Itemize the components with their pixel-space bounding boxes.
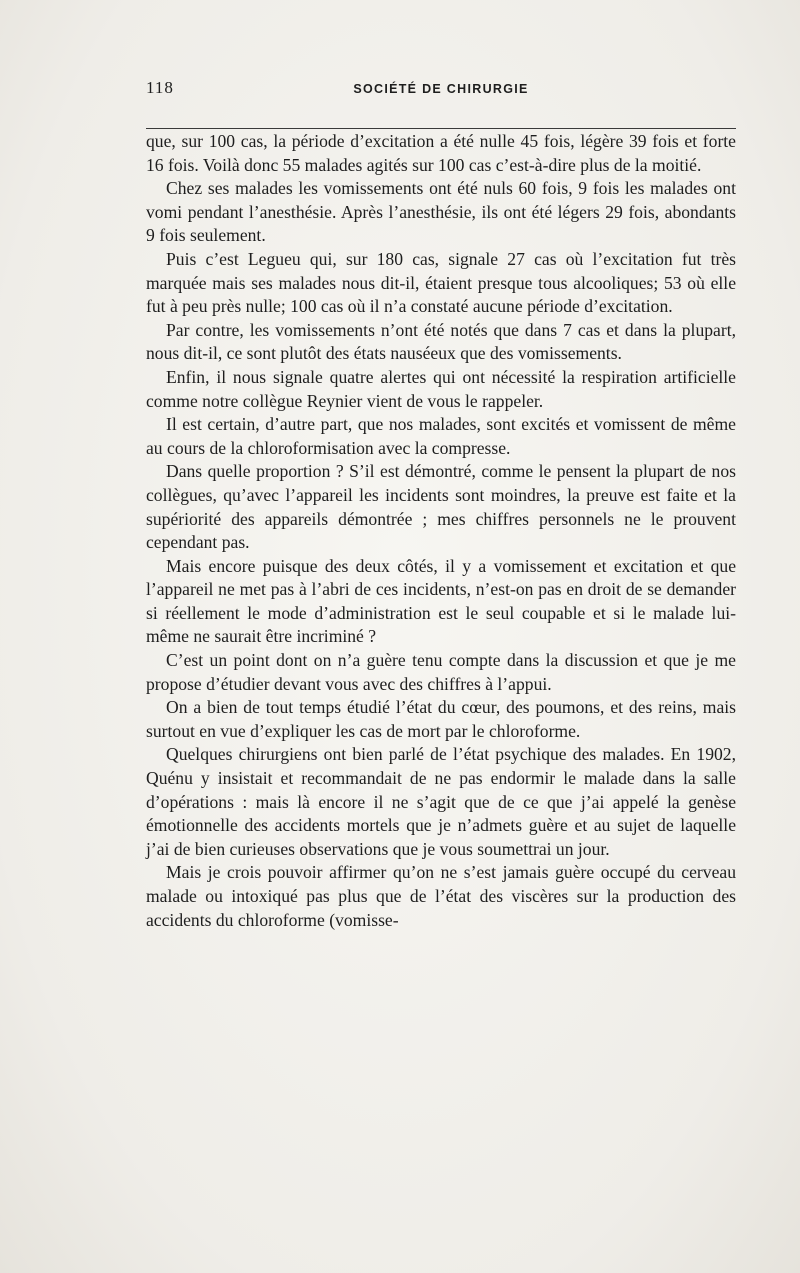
running-title: SOCIÉTÉ DE CHIRURGIE xyxy=(353,82,529,96)
paragraph: Il est certain, d’autre part, que nos malades, sont excités et vomissent de même au cours de la chloroformisation avec la compresse. xyxy=(146,414,736,458)
page-number: 118 xyxy=(146,78,174,97)
paragraph: Chez ses malades les vomissements ont été nuls 60 fois, 9 fois les malades ont vomi pendant l’anesthésie. Après l’anesthésie, ils ont été légers 29 fois, abondants 9 fois seulement. xyxy=(146,178,736,246)
paragraph: Quelques chirurgiens ont bien parlé de l’état psychique des malades. En 1902, Quénu y insistait et recommandait de ne pas endormir le malade dans la salle d’opérations : mais là encore il ne s’agit que de ce que j’ai appelé la genèse émotionnelle des accidents mortels que je n’admets guère et au sujet de laquelle j’ai de bien curieuses observations que je vous soumettrai un jour. xyxy=(146,744,736,859)
paragraph: C’est un point dont on n’a guère tenu compte dans la discussion et que je me propose d’étudier devant vous avec des chiffres à l’appui. xyxy=(146,650,736,694)
paragraph: Mais je crois pouvoir affirmer qu’on ne s’est jamais guère occupé du cerveau malade ou intoxiqué pas plus que de l’état des viscères sur la production des accidents du chloroforme (vomisse- xyxy=(146,862,736,930)
paragraph: On a bien de tout temps étudié l’état du cœur, des poumons, et des reins, mais surtout en vue d’expliquer les cas de mort par le chloroforme. xyxy=(146,697,736,741)
header-rule xyxy=(146,128,736,129)
page-header xyxy=(146,74,736,104)
body-text xyxy=(146,130,736,932)
paragraph: Enfin, il nous signale quatre alertes qui ont nécessité la respiration artificielle comme notre collègue Reynier vient de vous le rappeler. xyxy=(146,366,736,411)
paragraph: Mais encore puisque des deux côtés, il y a vomissement et excitation et que l’appareil ne met pas à l’abri de ces incidents, n’est-on pas en droit de se demander si réellement le mode d’administration est le seul coupable et si le malade lui-même ne saurait être incriminé ? xyxy=(146,555,736,647)
paragraph: Puis c’est Legueu qui, sur 180 cas, signale 27 cas où l’excitation fut très marquée mais ses malades nous dit-il, étaient presque tous alcooliques; 53 où elle fut à peu près nulle; 100 cas où il n’a constaté aucune période d’excitation. xyxy=(146,248,736,317)
paragraph: que, sur 100 cas, la période d’excitation a été nulle 45 fois, légère 39 fois et forte 16 fois. Voilà donc 55 malades agités sur 100 cas c’est-à-dire plus de la moitié. xyxy=(146,131,736,175)
paragraph: Par contre, les vomissements n’ont été notés que dans 7 cas et dans la plupart, nous dit-il, ce sont plutôt des états nauséeux que des vomissements. xyxy=(146,319,736,364)
paragraph: Dans quelle proportion ? S’il est démontré, comme le pensent la plupart de nos collègues, qu’avec l’appareil les incidents sont moindres, la preuve est faite et la supériorité des appareils démontrée ; mes chiffres personnels ne le prouvent cependant pas. xyxy=(146,461,736,553)
